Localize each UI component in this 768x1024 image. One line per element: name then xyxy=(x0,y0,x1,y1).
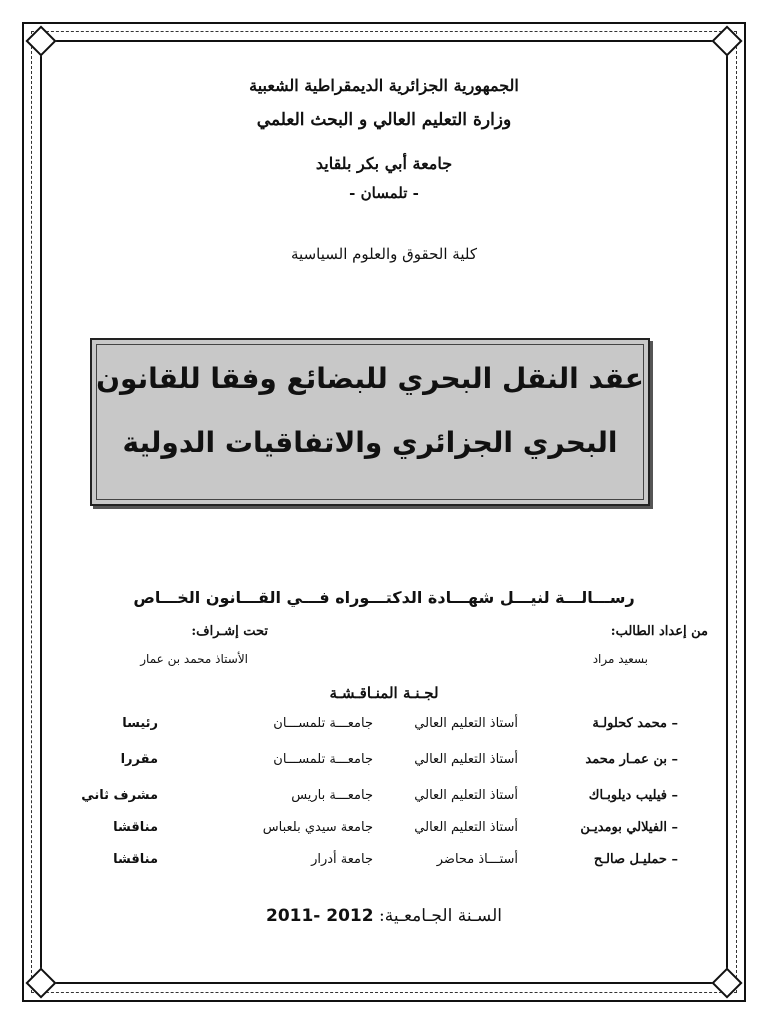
member-university: جامعة أدرار xyxy=(311,852,373,867)
member-role: مناقشا xyxy=(113,820,158,835)
committee-member-row xyxy=(60,716,708,740)
student-label: من إعداد الطالب: xyxy=(610,624,708,639)
thesis-title-line-1: عقد النقل البحري للبضائع وفقا للقانون xyxy=(96,362,644,395)
ministry-name: وزارة التعليم العالي و البحث العلمي xyxy=(256,110,512,130)
thesis-title-line-2: البحري الجزائري والاتفاقيات الدولية xyxy=(122,426,618,459)
member-role: مقررا xyxy=(120,752,158,767)
member-rank: أستاذ التعليم العالي xyxy=(414,716,518,731)
member-role: رئيسا xyxy=(122,716,158,731)
student-name: بسعيد مراد xyxy=(592,652,648,666)
supervisor-name: الأستاذ محمد بن عمار xyxy=(140,652,248,666)
committee-member-row xyxy=(60,820,708,844)
member-university: جامعـــة باريس xyxy=(291,788,373,803)
supervisor-label: تحت إشـراف: xyxy=(191,624,268,639)
member-role: مشرف ثاني xyxy=(81,788,158,803)
faculty-name: كلية الحقوق والعلوم السياسية xyxy=(291,245,477,263)
member-rank: أستاذ التعليم العالي xyxy=(414,752,518,767)
member-university: جامعة سيدي بلعباس xyxy=(262,820,373,835)
university-name: جامعة أبي بكر بلقايد xyxy=(315,154,453,173)
member-rank: أستاذ التعليم العالي xyxy=(414,820,518,835)
thesis-degree-note: رســـالـــة لنيـــل شهـــادة الدكتـــوراه فـــي القـــانون الخـــاص xyxy=(133,588,635,607)
committee-heading: لجـنـة المنـاقـشـة xyxy=(329,684,439,702)
member-rank: أستاذ التعليم العالي xyxy=(414,788,518,803)
member-name: – بن عمـار محمد xyxy=(585,752,678,767)
republic-name: الجمهورية الجزائرية الديمقراطية الشعبية xyxy=(249,76,519,95)
member-name: – الفيلالي بومديـن xyxy=(580,820,678,835)
thesis-title-box xyxy=(90,338,650,506)
academic-year xyxy=(0,906,768,926)
member-name: – حمليـل صالـح xyxy=(593,852,678,867)
member-name: – فيليب ديلوبـاك xyxy=(588,788,678,803)
committee-member-row xyxy=(60,752,708,776)
member-rank: أستـــاذ محاضر xyxy=(436,852,518,867)
academic-year-value: 2011- 2012 xyxy=(265,906,374,926)
committee-member-row xyxy=(60,852,708,876)
member-name: – محمد كحلولـة xyxy=(592,716,678,731)
academic-year-label: السـنة الجـامعـية: xyxy=(379,906,502,926)
member-university: جامعـــة تلمســـان xyxy=(273,716,373,731)
city-name: - تلمسان - xyxy=(349,184,419,202)
member-role: مناقشا xyxy=(113,852,158,867)
member-university: جامعـــة تلمســـان xyxy=(273,752,373,767)
committee-member-row xyxy=(60,788,708,812)
